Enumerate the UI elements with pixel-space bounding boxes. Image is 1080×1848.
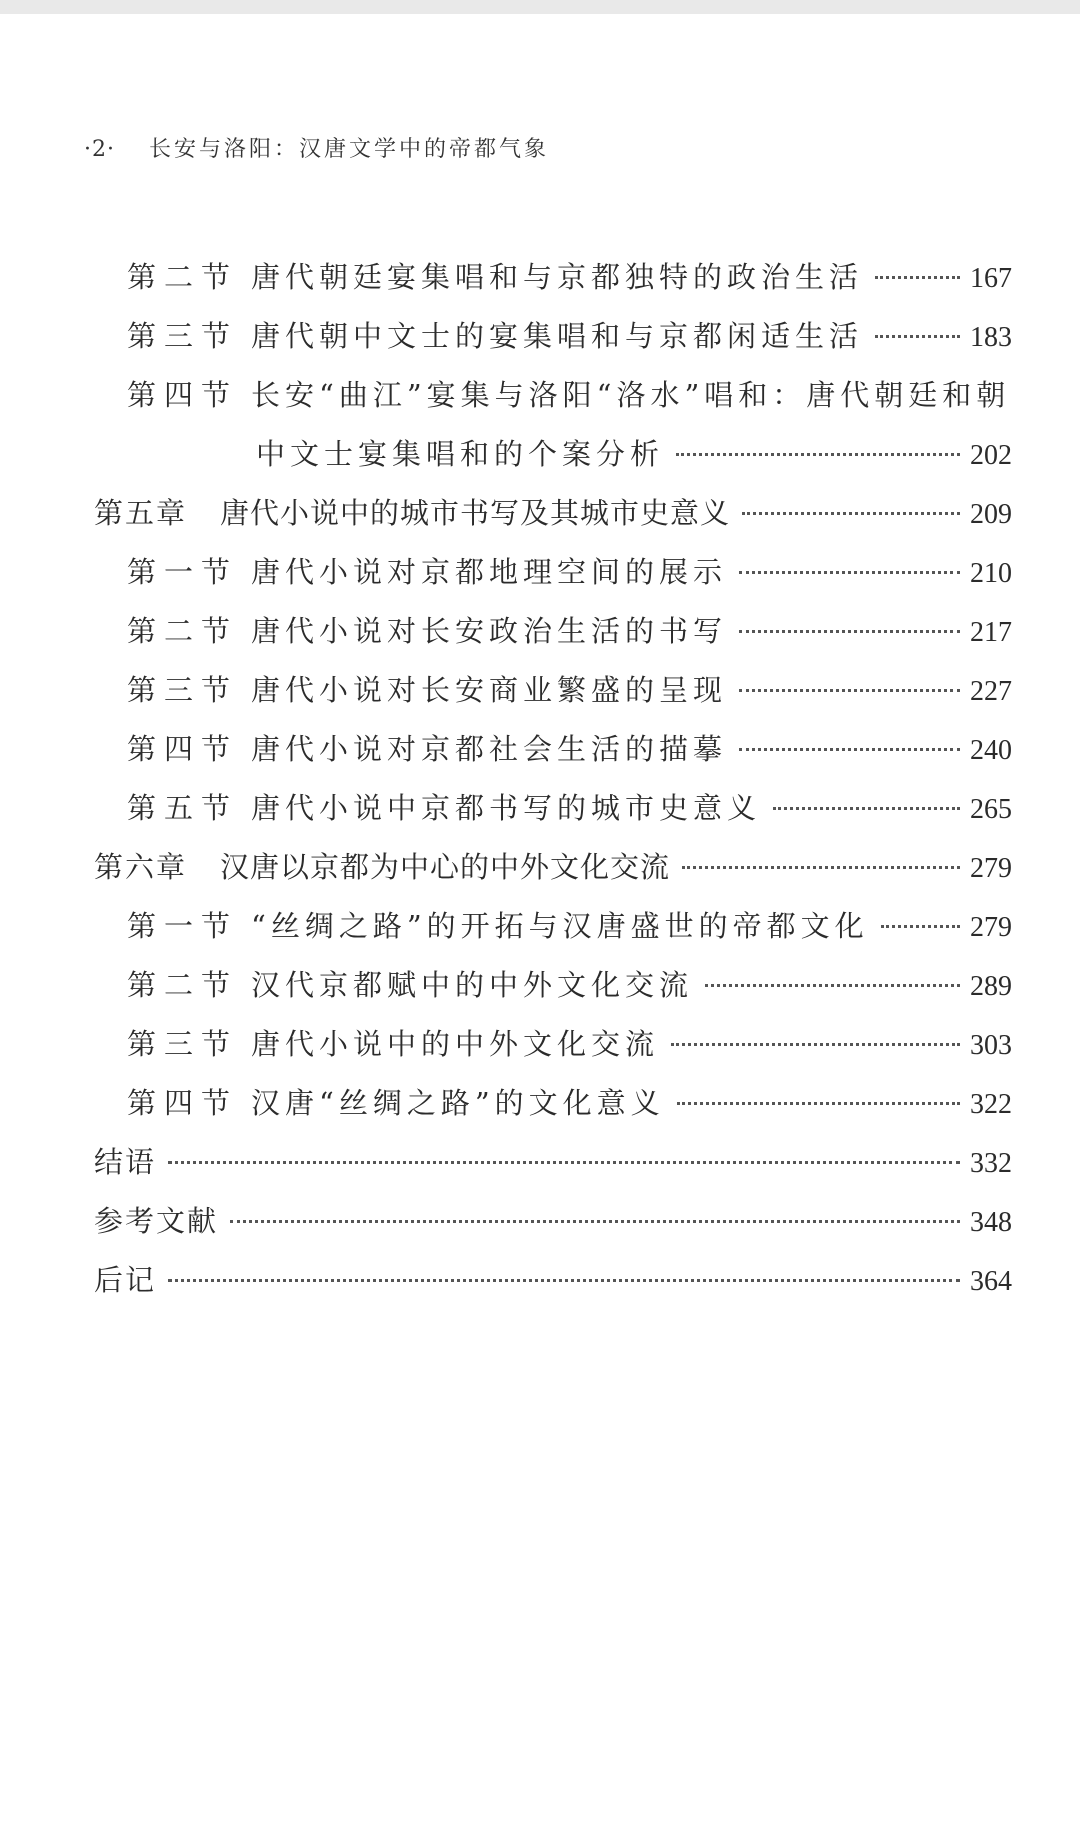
dot-leader	[739, 748, 960, 751]
dot-leader	[739, 630, 960, 633]
toc-entry-page: 364	[970, 1266, 1012, 1297]
toc-entry-title: 唐代小说对长安政治生活的书写	[251, 614, 728, 648]
toc-entry-chapter	[94, 485, 1012, 541]
toc-entry-label: 第五章	[94, 496, 188, 530]
toc-entry-back-matter	[94, 1193, 1012, 1249]
toc-entry-title: “丝绸之路”的开拓与汉唐盛世的帝都文化	[251, 909, 869, 943]
dot-leader	[682, 866, 960, 869]
toc-entry-page: 167	[970, 263, 1012, 294]
toc-entry-page: 289	[970, 971, 1012, 1002]
toc-entry-page: 322	[970, 1089, 1012, 1120]
dot-leader	[168, 1279, 960, 1282]
dot-leader	[875, 276, 960, 279]
toc-entry-page: 217	[970, 617, 1012, 648]
toc-entry-page: 209	[970, 499, 1012, 530]
toc-entry-section	[127, 367, 1010, 423]
toc-entry-section	[127, 544, 1012, 600]
toc-entry-label: 第二节	[127, 260, 239, 294]
toc-entry-title: 汉唐“丝绸之路”的文化意义	[251, 1086, 665, 1120]
toc-entry-page: 348	[970, 1207, 1012, 1238]
toc-entry-page: 227	[970, 676, 1012, 707]
toc-entry-section	[127, 249, 1012, 305]
toc-entry-page: 210	[970, 558, 1012, 589]
dot-leader	[875, 335, 960, 338]
toc-entry-title: 唐代小说中的中外文化交流	[251, 1027, 660, 1061]
toc-entry-label: 第二节	[127, 968, 239, 1002]
toc-entry-label: 第五节	[127, 791, 239, 825]
dot-leader	[705, 984, 960, 987]
toc-entry-label: 第一节	[127, 555, 239, 589]
toc-entry-label: 第四节	[127, 378, 239, 412]
toc-entry-page: 303	[970, 1030, 1012, 1061]
toc-entry-chapter	[94, 839, 1012, 895]
toc-entry-label: 第三节	[127, 673, 239, 707]
toc-entry-page: 240	[970, 735, 1012, 766]
toc-entry-label: 第三节	[127, 1027, 239, 1061]
dot-leader	[739, 689, 960, 692]
dot-leader	[676, 453, 960, 456]
toc-entry-title: 唐代小说中的城市书写及其城市史意义	[220, 496, 731, 530]
toc-entry-title: 唐代小说对京都社会生活的描摹	[251, 732, 728, 766]
dot-leader	[739, 571, 960, 574]
toc-entry-label: 第四节	[127, 1086, 239, 1120]
toc-entry-page: 183	[970, 322, 1012, 353]
dot-leader	[677, 1102, 960, 1105]
toc-entry-page: 265	[970, 794, 1012, 825]
toc-entry-page: 279	[970, 853, 1012, 884]
toc-entry-title: 参考文献	[94, 1204, 219, 1238]
toc-entry-section	[127, 1075, 1012, 1131]
toc-entry-label: 第三节	[127, 319, 239, 353]
toc-entry-continuation	[256, 426, 1012, 482]
dot-leader	[773, 807, 960, 810]
toc-entry-page: 332	[970, 1148, 1012, 1179]
dot-leader	[742, 512, 960, 515]
toc-entry-back-matter	[94, 1252, 1012, 1308]
toc-entry-title: 汉唐以京都为中心的中外文化交流	[220, 850, 671, 884]
toc-entry-section	[127, 721, 1012, 777]
running-header	[84, 132, 549, 163]
toc-entry-label: 第一节	[127, 909, 239, 943]
toc-entry-section	[127, 603, 1012, 659]
dot-leader	[881, 925, 960, 928]
toc-entry-title: 中文士宴集唱和的个案分析	[256, 437, 665, 471]
page-folio: ·2·	[84, 137, 115, 162]
toc-entry-section	[127, 898, 1012, 954]
toc-entry-title: 唐代小说中京都书写的城市史意义	[251, 791, 762, 825]
toc-entry-section	[127, 662, 1012, 718]
toc-entry-title: 唐代小说对长安商业繁盛的呈现	[251, 673, 728, 707]
toc-entry-back-matter	[94, 1134, 1012, 1190]
toc-entry-page: 202	[970, 440, 1012, 471]
toc-entry-title: 唐代小说对京都地理空间的展示	[251, 555, 728, 589]
toc-entry-label: 第六章	[94, 850, 188, 884]
book-title: 长安与洛阳：汉唐文学中的帝都气象	[148, 137, 549, 162]
dot-leader	[168, 1161, 960, 1164]
toc-entry-title: 后记	[94, 1263, 157, 1297]
dot-leader	[230, 1220, 960, 1223]
toc-entry-title: 结语	[94, 1145, 157, 1179]
toc-entry-label: 第二节	[127, 614, 239, 648]
toc-entry-label: 第四节	[127, 732, 239, 766]
toc-entry-section	[127, 780, 1012, 836]
toc-entry-section	[127, 1016, 1012, 1072]
toc-entry-title: 长安“曲江”宴集与洛阳“洛水”唱和：唐代朝廷和朝	[251, 378, 1011, 412]
toc-entry-title: 唐代朝廷宴集唱和与京都独特的政治生活	[251, 260, 864, 294]
dot-leader	[671, 1043, 960, 1046]
toc-entry-page: 279	[970, 912, 1012, 943]
toc-entry-section	[127, 308, 1012, 364]
toc-entry-title: 唐代朝中文士的宴集唱和与京都闲适生活	[251, 319, 864, 353]
toc-entry-section	[127, 957, 1012, 1013]
toc-entry-title: 汉代京都赋中的中外文化交流	[251, 968, 694, 1002]
